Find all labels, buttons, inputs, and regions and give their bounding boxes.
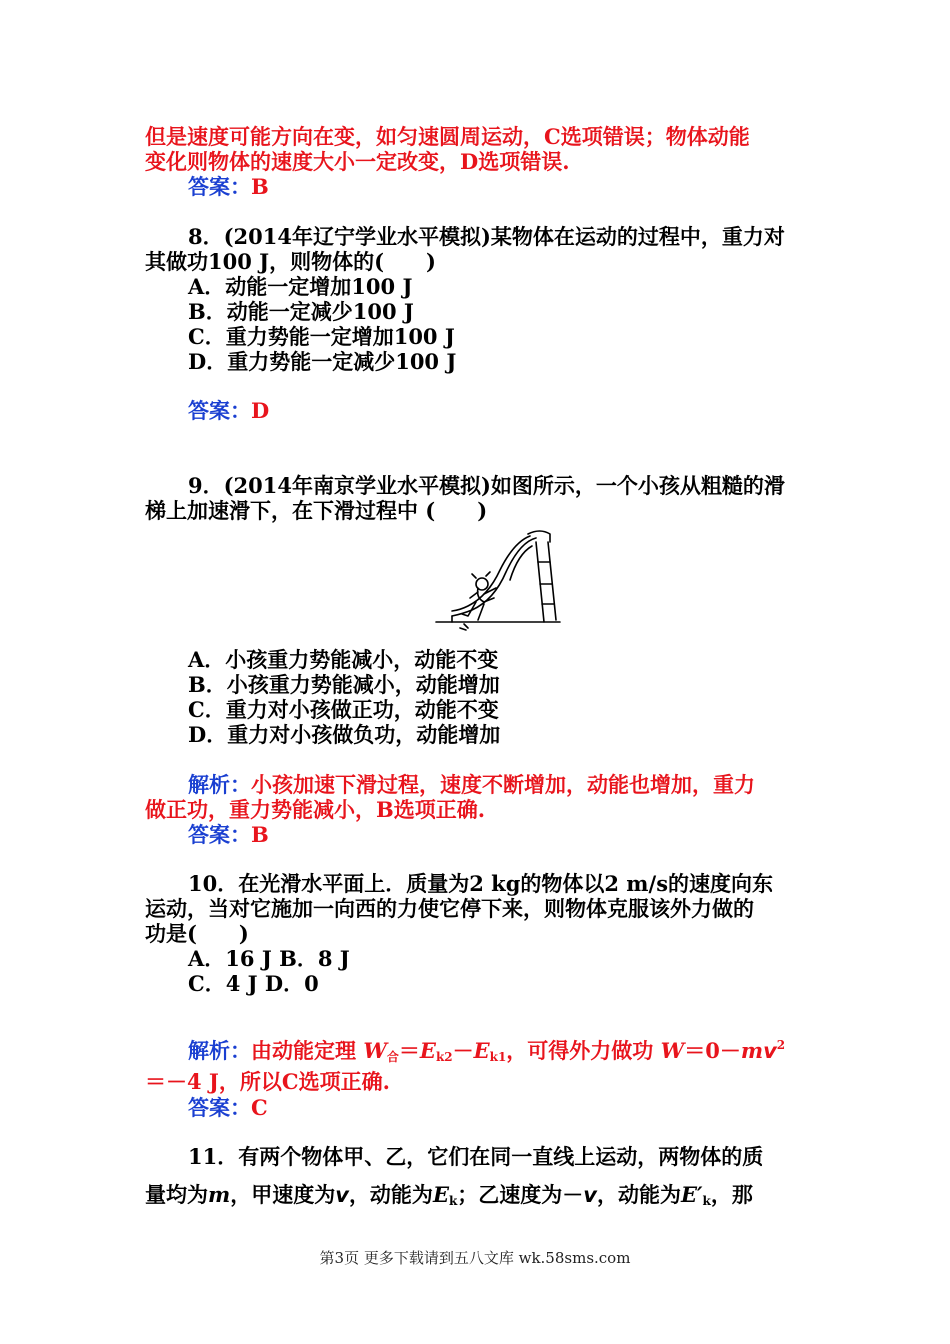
text: ，那: [710, 1182, 753, 1207]
q10-stem-line-2: 运动，当对它施加一向西的力使它停下来，则物体克服该外力做的: [145, 896, 754, 921]
q10-analysis-line-2: ＝－4 J，所以C选项正确.: [145, 1069, 390, 1094]
text: ，动能为: [596, 1182, 681, 1207]
subscript-he: 合: [386, 1050, 399, 1064]
symbol-v: v: [583, 1183, 597, 1207]
q8-option-a: A．动能一定增加100 J: [188, 274, 413, 299]
answer-label: 答案：: [188, 174, 251, 199]
text: ，动能为: [348, 1182, 433, 1207]
q11-stem-line-2: [145, 1182, 753, 1214]
q10-stem-line-1: 10．在光滑水平面上．质量为2 kg的物体以2 m/s的速度向东: [188, 871, 774, 896]
symbol-E: E: [419, 1038, 436, 1063]
equals-sign: ＝: [398, 1038, 420, 1063]
prev-analysis-line-2: 变化则物体的速度大小一定改变，D选项错误.: [145, 149, 570, 174]
answer-label: 答案：: [188, 1095, 251, 1120]
analysis-text: [251, 1038, 785, 1063]
q9-analysis-line-2: 做正功，重力势能减小，B选项正确.: [145, 797, 486, 822]
subscript-k: k: [448, 1194, 458, 1208]
subscript-k2: k2: [435, 1050, 453, 1064]
q9-stem-line-2: 梯上加速滑下，在下滑过程中 ( ): [145, 498, 488, 523]
symbol-v: v: [763, 1039, 777, 1063]
symbol-E-prime: E′: [680, 1182, 703, 1207]
analysis-text-c: ＝0－: [684, 1038, 741, 1063]
q8-option-b: B．动能一定减少100 J: [188, 299, 414, 324]
analysis-text-b: ，可得外力做功: [506, 1038, 661, 1063]
symbol-W: W: [363, 1038, 387, 1063]
q10-options-row-1: A．16 J B．8 J: [188, 946, 350, 971]
q10-stem-line-3: 功是( ): [145, 921, 249, 946]
symbol-W: W: [660, 1038, 685, 1063]
subscript-k: k: [702, 1194, 711, 1208]
analysis-text: 小孩加速下滑过程，速度不断增加，动能也增加，重力: [251, 772, 755, 797]
q10-analysis-line-1: [188, 1032, 785, 1070]
q9-stem-line-1: 9．(2014年南京学业水平模拟)如图所示，一个小孩从粗糙的滑: [188, 473, 785, 498]
answer-value: C: [251, 1095, 268, 1120]
answer-value: B: [251, 822, 269, 847]
slide-figure: [432, 528, 562, 636]
q10-answer: [188, 1095, 268, 1121]
text: ；乙速度为－: [457, 1182, 584, 1207]
text: 量均为: [145, 1182, 208, 1207]
q10-options-row-2: C．4 J D．0: [188, 971, 319, 996]
prev-answer: [188, 174, 269, 200]
answer-label: 答案：: [188, 822, 251, 847]
minus-sign: －: [452, 1038, 474, 1063]
symbol-m: m: [208, 1182, 231, 1207]
analysis-text-a: 由动能定理: [251, 1038, 364, 1063]
q8-stem-line-2: 其做功100 J，则物体的( ): [145, 249, 436, 274]
q9-option-d: D．重力对小孩做负功，动能增加: [188, 722, 501, 747]
q11-stem-line-1: 11．有两个物体甲、乙，它们在同一直线上运动，两物体的质: [188, 1144, 764, 1169]
answer-value: D: [251, 398, 270, 423]
answer-value: B: [251, 174, 269, 199]
prev-analysis-line-1: 但是速度可能方向在变，如匀速圆周运动，C选项错误；物体动能: [145, 124, 750, 149]
subscript-k1: k1: [489, 1050, 507, 1064]
analysis-label: 解析：: [188, 1038, 251, 1063]
analysis-label: 解析：: [188, 772, 251, 797]
q8-option-c: C．重力势能一定增加100 J: [188, 324, 455, 349]
q8-answer: [188, 398, 269, 424]
answer-label: 答案：: [188, 398, 251, 423]
q9-option-c: C．重力对小孩做正功，动能不变: [188, 697, 499, 722]
superscript-2: 2: [776, 1038, 786, 1052]
symbol-E: E: [432, 1182, 449, 1207]
q8-stem-line-1: 8．(2014年辽宁学业水平模拟)某物体在运动的过程中，重力对: [188, 224, 785, 249]
q9-option-b: B．小孩重力势能减小，动能增加: [188, 672, 500, 697]
text: ，甲速度为: [230, 1182, 336, 1207]
q9-option-a: A．小孩重力势能减小，动能不变: [188, 647, 499, 672]
q8-option-d: D．重力势能一定减少100 J: [188, 349, 457, 374]
symbol-v: v: [335, 1183, 349, 1207]
symbol-E: E: [473, 1038, 490, 1063]
page-footer: 第3页 更多下载请到五八文库 wk.58sms.com: [319, 1249, 631, 1267]
q9-answer: [188, 822, 269, 848]
q9-analysis-line-1: [188, 772, 755, 798]
symbol-m: m: [740, 1038, 764, 1063]
